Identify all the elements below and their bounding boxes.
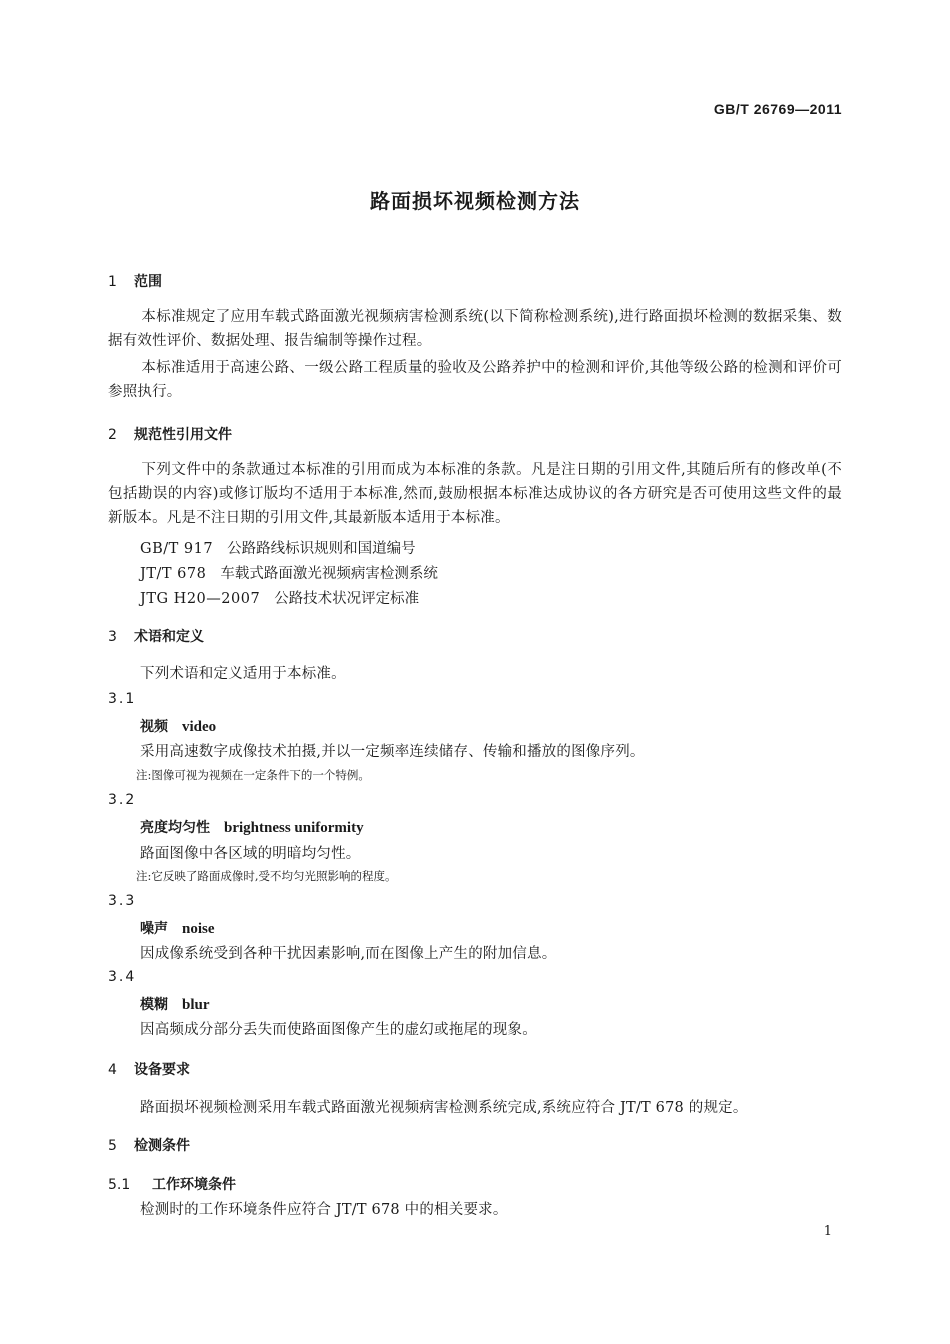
term-number: 3.4 — [108, 969, 137, 985]
section-title: 术语和定义 — [134, 629, 204, 645]
reference-item — [140, 562, 438, 583]
term-note: 注:图像可视为视频在一定条件下的一个特例。 — [136, 768, 370, 782]
reference-item — [140, 537, 416, 558]
subsection-5-1-heading — [108, 1174, 236, 1194]
section-4-heading — [108, 1059, 190, 1079]
term-definition: 因成像系统受到各种干扰因素影响,而在图像上产生的附加信息。 — [140, 946, 557, 962]
section-1-paragraph-1: 本标准规定了应用车载式路面激光视频病害检测系统(以下简称检测系统),进行路面损坏检测的数据采集、数据有效性评价、数据处理、报告编制等操作过程。 — [108, 309, 842, 349]
page-number: 1 — [823, 1224, 832, 1239]
section-5-heading — [108, 1135, 190, 1155]
subsection-number: 5.1 — [108, 1177, 131, 1193]
term-name — [140, 817, 364, 837]
term-chinese: 噪声 — [140, 921, 168, 937]
reference-title: 公路技术状况评定标准 — [274, 591, 420, 607]
term-definition: 采用高速数字成像技术拍摄,并以一定频率连续储存、传输和播放的图像序列。 — [140, 744, 645, 760]
section-4-paragraph-1: 路面损坏视频检测采用车载式路面激光视频病害检测系统完成,系统应符合 JT/T 678 的规定。 — [140, 1100, 748, 1116]
standard-code: GB/T 26769—2011 — [713, 101, 842, 117]
term-name — [140, 994, 210, 1014]
reference-code: JTG H20—2007 — [140, 591, 261, 607]
term-definition: 路面图像中各区域的明暗均匀性。 — [140, 846, 361, 862]
term-note: 注:它反映了路面成像时,受不均匀光照影响的程度。 — [136, 869, 397, 883]
subsection-title: 工作环境条件 — [152, 1177, 236, 1193]
section-2-heading — [108, 424, 232, 444]
term-english: brightness uniformity — [224, 820, 364, 836]
reference-code: GB/T 917 — [140, 541, 214, 557]
term-english: blur — [182, 997, 210, 1013]
document-title: 路面损坏视频检测方法 — [370, 189, 580, 213]
section-1-heading — [108, 271, 162, 291]
term-chinese: 视频 — [140, 719, 168, 735]
term-definition: 因高频成分部分丢失而使路面图像产生的虚幻或拖尾的现象。 — [140, 1022, 537, 1038]
term-number: 3.2 — [108, 792, 137, 808]
section-2-paragraph-1: 下列文件中的条款通过本标准的引用而成为本标准的条款。凡是注日期的引用文件,其随后所有的修改单(不包括勘误的内容)或修订版均不适用于本标准,然而,鼓励根据本标准达成协议的各方研究是否可使用这些文件的最新版本。凡是不注日期的引用文件,其最新版本适用于本标准。 — [108, 462, 842, 526]
section-title: 范围 — [134, 274, 162, 290]
reference-title: 车载式路面激光视频病害检测系统 — [220, 566, 438, 582]
section-title: 设备要求 — [134, 1062, 190, 1078]
section-3-heading — [108, 626, 204, 646]
reference-title: 公路路线标识规则和国道编号 — [227, 541, 416, 557]
section-number: 5 — [108, 1138, 117, 1154]
section-number: 3 — [108, 629, 117, 645]
section-1-paragraph-2: 本标准适用于高速公路、一级公路工程质量的验收及公路养护中的检测和评价,其他等级公路的检测和评价可参照执行。 — [108, 360, 842, 400]
term-english: noise — [182, 921, 215, 937]
section-number: 1 — [108, 274, 117, 290]
term-number: 3.3 — [108, 893, 137, 909]
reference-item — [140, 587, 419, 608]
term-number: 3.1 — [108, 691, 137, 707]
reference-code: JT/T 678 — [140, 566, 207, 582]
term-name — [140, 716, 216, 736]
term-english: video — [182, 719, 217, 735]
section-title: 检测条件 — [134, 1138, 190, 1154]
term-name — [140, 918, 215, 938]
section-3-intro: 下列术语和定义适用于本标准。 — [140, 666, 346, 682]
section-title: 规范性引用文件 — [134, 427, 232, 443]
subsection-5-1-paragraph: 检测时的工作环境条件应符合 JT/T 678 中的相关要求。 — [140, 1202, 508, 1218]
section-number: 2 — [108, 427, 117, 443]
term-chinese: 模糊 — [140, 997, 168, 1013]
term-chinese: 亮度均匀性 — [140, 820, 210, 836]
section-number: 4 — [108, 1062, 117, 1078]
